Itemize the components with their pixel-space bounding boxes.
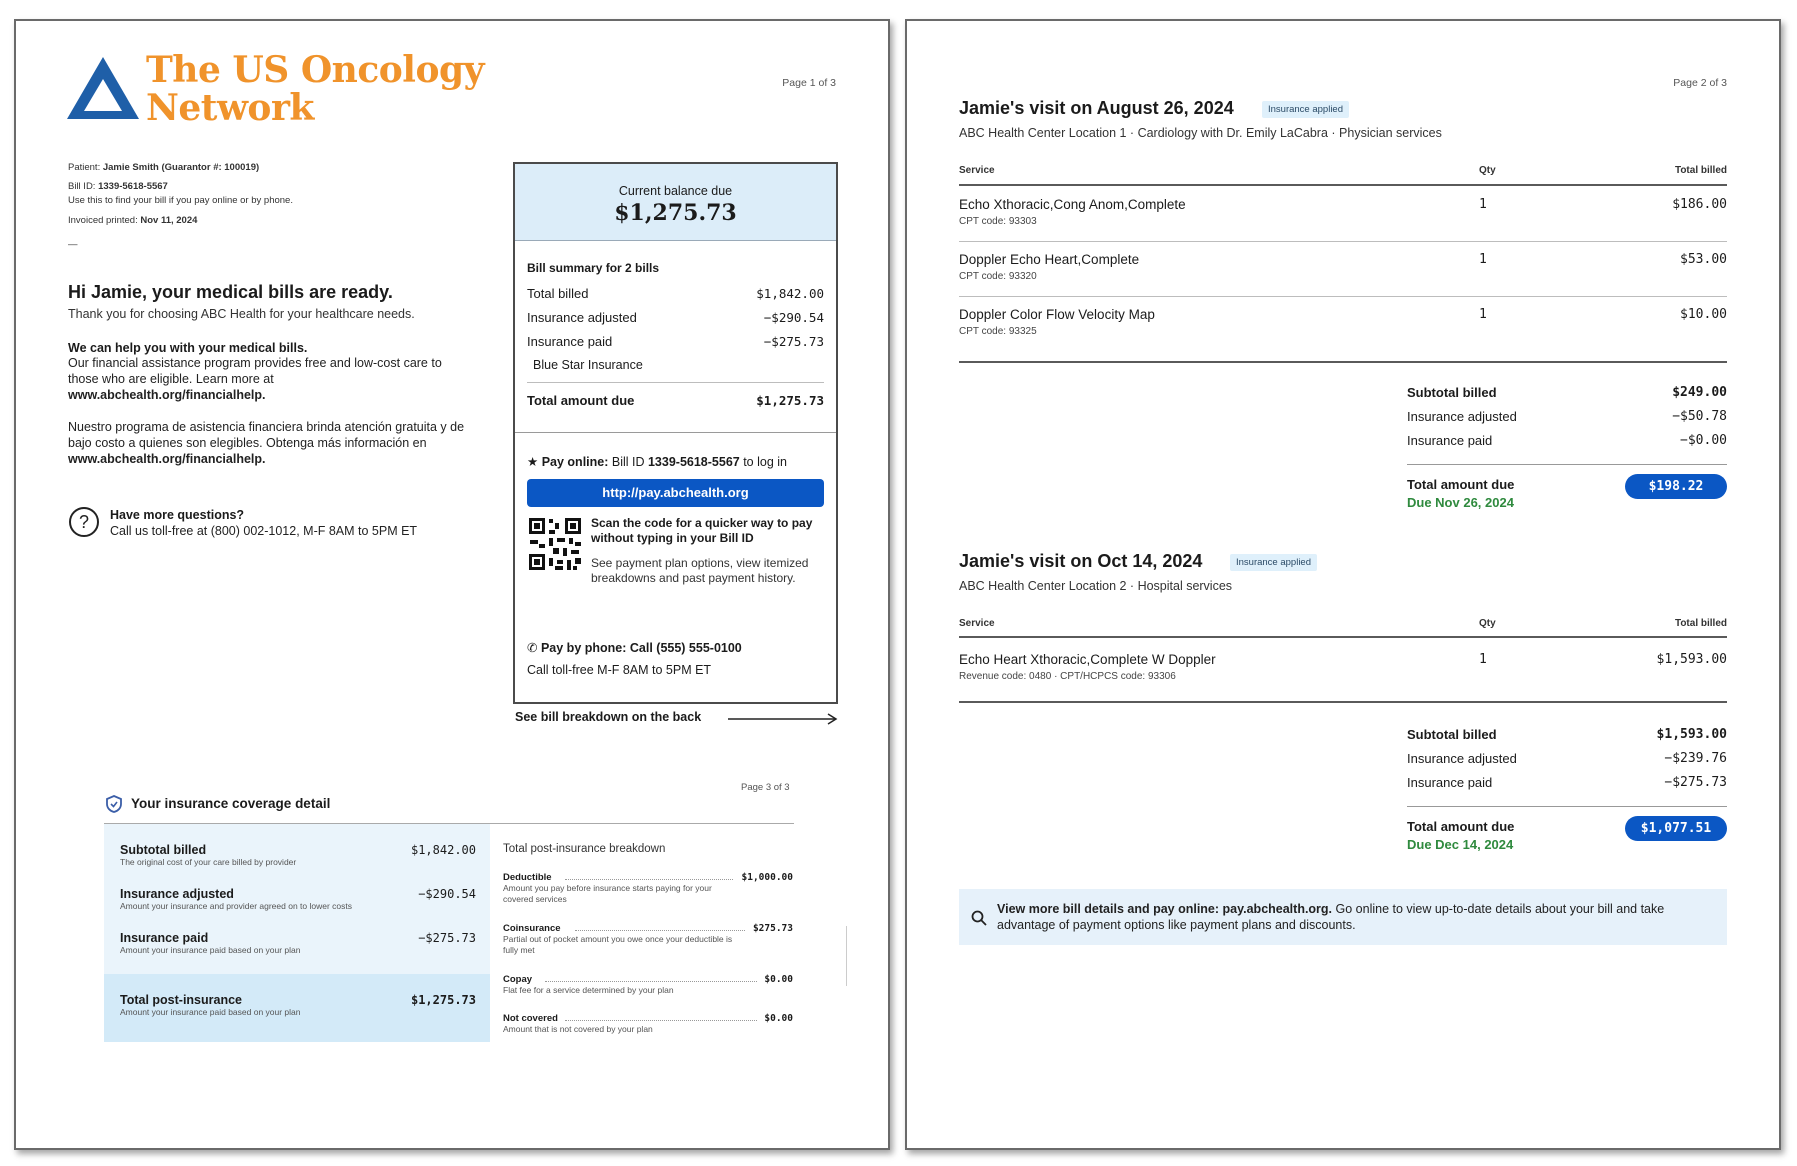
summary-row bbox=[527, 310, 824, 325]
summary-row bbox=[527, 286, 824, 301]
adjusted-value: −$50.78 bbox=[1672, 409, 1727, 424]
breakdown-item-label: Copay bbox=[503, 974, 533, 985]
search-icon bbox=[971, 910, 987, 926]
patient-value: Jamie Smith (Guarantor #: 100019) bbox=[102, 162, 260, 173]
col-qty: Qty bbox=[1479, 165, 1496, 176]
table-row bbox=[959, 252, 1727, 292]
summary-row bbox=[527, 334, 824, 349]
summary-row-value: −$290.54 bbox=[763, 310, 824, 325]
paid-label: Insurance paid bbox=[1407, 433, 1493, 448]
help-body bbox=[68, 355, 448, 403]
star-icon: ★ bbox=[527, 455, 539, 469]
breakdown-title: Total post-insurance breakdown bbox=[503, 843, 666, 855]
pay-online-bill-id: 1339-5618-5567 bbox=[647, 455, 740, 469]
summary-total-label: Total amount due bbox=[527, 393, 635, 408]
online-banner-text bbox=[997, 901, 1697, 933]
breakdown-rule bbox=[846, 926, 847, 986]
pay-phone-label: Pay by phone: bbox=[540, 641, 627, 655]
printed-label: Invoiced printed: bbox=[68, 215, 141, 226]
coverage-item-label: Insurance paid bbox=[120, 931, 209, 945]
bill-id-line bbox=[68, 180, 293, 194]
triangle-logo-icon bbox=[64, 53, 142, 123]
help-body-text: Our financial assistance program provides free and low-cost care to those who are eligible. Learn more at bbox=[68, 356, 442, 386]
coverage-total-desc: Amount your insurance paid based on your plan bbox=[120, 1007, 301, 1017]
service-code: CPT code: 93303 bbox=[959, 216, 1037, 227]
coverage-total-label: Total post-insurance bbox=[120, 993, 243, 1007]
balance-header bbox=[515, 164, 836, 241]
summary-row-label: Total billed bbox=[527, 286, 589, 301]
breakdown-item-value: $275.73 bbox=[752, 923, 793, 934]
dot-leader bbox=[575, 930, 745, 931]
table-header-rule bbox=[959, 184, 1727, 186]
breakdown-item-label: Not covered bbox=[503, 1013, 558, 1024]
bill-page-1 bbox=[14, 19, 890, 1150]
summary-total-value: $1,275.73 bbox=[756, 393, 824, 408]
breakdown-item-label: Deductible bbox=[503, 872, 552, 883]
thanks-text: Thank you for choosing ABC Health for your healthcare needs. bbox=[68, 307, 415, 321]
subtotal-value: $1,593.00 bbox=[1656, 727, 1727, 742]
svg-text:?: ? bbox=[78, 512, 90, 532]
visit1-total-pill: $198.22 bbox=[1625, 474, 1727, 499]
subtotal-row bbox=[1407, 381, 1727, 405]
paid-row bbox=[1407, 771, 1727, 795]
service-name: Doppler Color Flow Velocity Map bbox=[959, 307, 1155, 322]
patient-label: Patient: bbox=[68, 162, 103, 173]
logo bbox=[64, 53, 142, 128]
coverage-item-label: Subtotal billed bbox=[120, 843, 207, 857]
col-service: Service bbox=[959, 618, 995, 629]
qr-title: Scan the code for a quicker way to pay without typing in your Bill ID bbox=[591, 516, 813, 545]
insurer-name: Blue Star Insurance bbox=[533, 358, 643, 372]
coverage-title: Your insurance coverage detail bbox=[131, 796, 331, 811]
adjusted-value: −$239.76 bbox=[1664, 751, 1727, 766]
service-name: Echo Heart Xthoracic,Complete W Doppler bbox=[959, 652, 1216, 667]
row-divider bbox=[959, 296, 1727, 297]
service-code: CPT code: 93325 bbox=[959, 326, 1037, 337]
summary-total-row bbox=[527, 393, 824, 408]
coverage-item bbox=[120, 843, 476, 867]
coverage-item-value: −$275.73 bbox=[418, 931, 476, 945]
breakdown-item bbox=[503, 974, 793, 996]
coverage-item-desc: Amount your insurance paid based on your plan bbox=[120, 945, 301, 955]
questions-title: Have more questions? bbox=[110, 508, 245, 522]
visit1-totals bbox=[1407, 381, 1727, 453]
col-service: Service bbox=[959, 165, 995, 176]
online-banner[interactable] bbox=[959, 889, 1727, 945]
coverage-total-value: $1,275.73 bbox=[410, 993, 476, 1007]
visit2-subtitle: ABC Health Center Location 2 · Hospital services bbox=[959, 579, 1233, 593]
paid-row bbox=[1407, 429, 1727, 453]
coverage-item-label: Insurance adjusted bbox=[120, 887, 234, 901]
spanish-body-text: Nuestro programa de asistencia financiera brinda atención gratuita y de bajo costo a quienes son elegibles. Obtenga más información en bbox=[68, 420, 465, 450]
patient-line bbox=[68, 161, 293, 175]
pay-online-button[interactable]: http://pay.abchealth.org bbox=[527, 479, 824, 507]
bill-id-hint: Use this to find your bill if you pay online or by phone. bbox=[68, 195, 293, 206]
dot-leader bbox=[545, 981, 757, 982]
visit2-total-pill: $1,077.51 bbox=[1625, 816, 1727, 841]
coverage-item bbox=[120, 931, 476, 955]
visit1-title: Jamie's visit on August 26, 2024 bbox=[959, 98, 1234, 118]
table-row bbox=[959, 197, 1727, 237]
summary-row-value: −$275.73 bbox=[763, 334, 824, 349]
pay-phone-line bbox=[527, 640, 742, 655]
qr-code-icon bbox=[527, 516, 583, 572]
greeting-heading: Hi Jamie, your medical bills are ready. bbox=[68, 282, 393, 302]
breakdown-item-value: $0.00 bbox=[764, 974, 793, 985]
visit1-subtitle: ABC Health Center Location 1 · Cardiology with Dr. Emily LaCabra · Physician services bbox=[959, 126, 1442, 140]
visit1-badge: Insurance applied bbox=[1262, 101, 1349, 118]
service-code: CPT code: 93320 bbox=[959, 271, 1037, 282]
paid-value: −$0.00 bbox=[1680, 433, 1727, 448]
logo-line-1: The US Oncology bbox=[146, 49, 485, 91]
service-qty: 1 bbox=[1479, 252, 1487, 267]
visit2-total-label: Total amount due bbox=[1407, 819, 1515, 834]
summary-row-label: Insurance paid bbox=[527, 334, 613, 349]
balance-label: Current balance due bbox=[618, 184, 733, 198]
breakdown-item-value: $0.00 bbox=[764, 1013, 793, 1024]
spanish-body bbox=[68, 419, 468, 467]
service-qty: 1 bbox=[1479, 197, 1487, 212]
visit2-badge: Insurance applied bbox=[1230, 554, 1317, 571]
coverage-item bbox=[120, 887, 476, 911]
coverage-item-value: −$290.54 bbox=[418, 887, 476, 901]
breakdown-item-desc: Flat fee for a service determined by your plan bbox=[503, 985, 674, 995]
page3-number: Page 3 of 3 bbox=[741, 782, 790, 793]
pay-divider bbox=[515, 432, 836, 433]
breakdown-item bbox=[503, 872, 793, 905]
page-number: Page 1 of 3 bbox=[782, 77, 836, 89]
questions-block bbox=[68, 506, 100, 543]
service-billed: $1,593.00 bbox=[1656, 652, 1727, 667]
bill-summary-card bbox=[513, 162, 838, 704]
service-billed: $53.00 bbox=[1680, 252, 1727, 267]
bill-page-2 bbox=[905, 19, 1781, 1150]
table-header-rule bbox=[959, 636, 1727, 638]
breakdown-item bbox=[503, 923, 793, 956]
coverage-item-desc: The original cost of your care billed by provider bbox=[120, 857, 297, 867]
service-code: Revenue code: 0480 · CPT/HCPCS code: 93306 bbox=[959, 671, 1176, 682]
visit1-due-date: Due Nov 26, 2024 bbox=[1407, 495, 1514, 510]
questions-body: Call us toll-free at (800) 002-1012, M-F 8AM to 5PM ET bbox=[110, 524, 418, 538]
paid-value: −$275.73 bbox=[1664, 775, 1727, 790]
subtotal-label: Subtotal billed bbox=[1407, 385, 1497, 400]
subtotal-value: $249.00 bbox=[1672, 385, 1727, 400]
totals-divider bbox=[1407, 464, 1727, 465]
service-qty: 1 bbox=[1479, 652, 1487, 667]
breakdown-item-value: $1,000.00 bbox=[741, 872, 793, 883]
table-row bbox=[959, 307, 1727, 347]
adjusted-row bbox=[1407, 747, 1727, 771]
col-qty: Qty bbox=[1479, 618, 1496, 629]
printed-line bbox=[68, 214, 293, 228]
adjusted-label: Insurance adjusted bbox=[1407, 409, 1517, 424]
pay-phone-text: Call (555) 555-0100 bbox=[626, 641, 742, 655]
summary-title: Bill summary for 2 bills bbox=[527, 261, 660, 275]
visit2-totals bbox=[1407, 723, 1727, 795]
pay-online-suffix: to log in bbox=[739, 455, 787, 469]
breakdown-item-desc: Partial out of pocket amount you owe once your deductible is fully met bbox=[503, 934, 733, 955]
question-icon bbox=[68, 506, 100, 538]
page-number: Page 2 of 3 bbox=[1673, 77, 1727, 89]
online-banner-body: Go online to view up-to-date details about your bill and take advantage of payment options like payment plans and discounts. bbox=[997, 902, 1665, 932]
bill-id-label: Bill ID: bbox=[68, 181, 99, 192]
row-divider bbox=[959, 241, 1727, 242]
paid-label: Insurance paid bbox=[1407, 775, 1493, 790]
arrow-right-icon bbox=[728, 712, 840, 726]
breakdown-item-label: Coinsurance bbox=[503, 923, 561, 934]
adjusted-label: Insurance adjusted bbox=[1407, 751, 1517, 766]
visit2-title: Jamie's visit on Oct 14, 2024 bbox=[959, 551, 1203, 571]
summary-divider bbox=[527, 382, 824, 383]
breakdown-item bbox=[503, 1013, 793, 1035]
visit1-total-label: Total amount due bbox=[1407, 477, 1515, 492]
qr-body: See payment plan options, view itemized breakdowns and past payment history. bbox=[591, 556, 809, 585]
help-title: We can help you with your medical bills. bbox=[68, 341, 308, 355]
shield-icon bbox=[106, 795, 122, 813]
pay-online-line bbox=[527, 454, 787, 469]
phone-icon: ✆ bbox=[527, 641, 538, 655]
pay-phone-hours: Call toll-free M-F 8AM to 5PM ET bbox=[527, 663, 712, 677]
dot-leader bbox=[565, 1020, 757, 1021]
coverage-item-value: $1,842.00 bbox=[410, 843, 476, 857]
totals-divider bbox=[1407, 806, 1727, 807]
spanish-link[interactable]: www.abchealth.org/financialhelp. bbox=[68, 452, 266, 466]
summary-row-label: Insurance adjusted bbox=[527, 310, 637, 325]
subtotal-row bbox=[1407, 723, 1727, 747]
table-row bbox=[959, 652, 1727, 692]
online-banner-bold: View more bill details and pay online: pay.abchealth.org. bbox=[997, 902, 1333, 916]
bill-id-value: 1339-5618-5567 bbox=[98, 181, 168, 192]
logo-line-2: Network bbox=[146, 87, 314, 129]
service-billed: $10.00 bbox=[1680, 307, 1727, 322]
service-name: Echo Xthoracic,Cong Anom,Complete bbox=[959, 197, 1186, 212]
printed-value: Nov 11, 2024 bbox=[140, 215, 198, 226]
table-end-rule bbox=[959, 701, 1727, 703]
balance-amount: $1,275.73 bbox=[614, 200, 737, 226]
summary-row-value: $1,842.00 bbox=[756, 286, 824, 301]
service-billed: $186.00 bbox=[1672, 197, 1727, 212]
subtotal-label: Subtotal billed bbox=[1407, 727, 1497, 742]
service-qty: 1 bbox=[1479, 307, 1487, 322]
visit2-due-date: Due Dec 14, 2024 bbox=[1407, 837, 1514, 852]
see-back-text: See bill breakdown on the back bbox=[515, 710, 702, 724]
col-billed: Total billed bbox=[1674, 618, 1727, 629]
breakdown-item-desc: Amount that is not covered by your plan bbox=[503, 1024, 653, 1034]
pay-online-label: Pay online: bbox=[541, 455, 609, 469]
help-link[interactable]: www.abchealth.org/financialhelp. bbox=[68, 388, 266, 402]
coverage-item-desc: Amount your insurance and provider agreed on to lower costs bbox=[120, 901, 352, 911]
table-end-rule bbox=[959, 361, 1727, 363]
divider-dash: — bbox=[68, 239, 78, 250]
dot-leader bbox=[565, 879, 733, 880]
service-name: Doppler Echo Heart,Complete bbox=[959, 252, 1140, 267]
col-billed: Total billed bbox=[1674, 165, 1727, 176]
adjusted-row bbox=[1407, 405, 1727, 429]
pay-online-text: Bill ID bbox=[608, 455, 648, 469]
breakdown-item-desc: Amount you pay before insurance starts paying for your covered services bbox=[503, 883, 712, 904]
coverage-total bbox=[120, 993, 476, 1017]
